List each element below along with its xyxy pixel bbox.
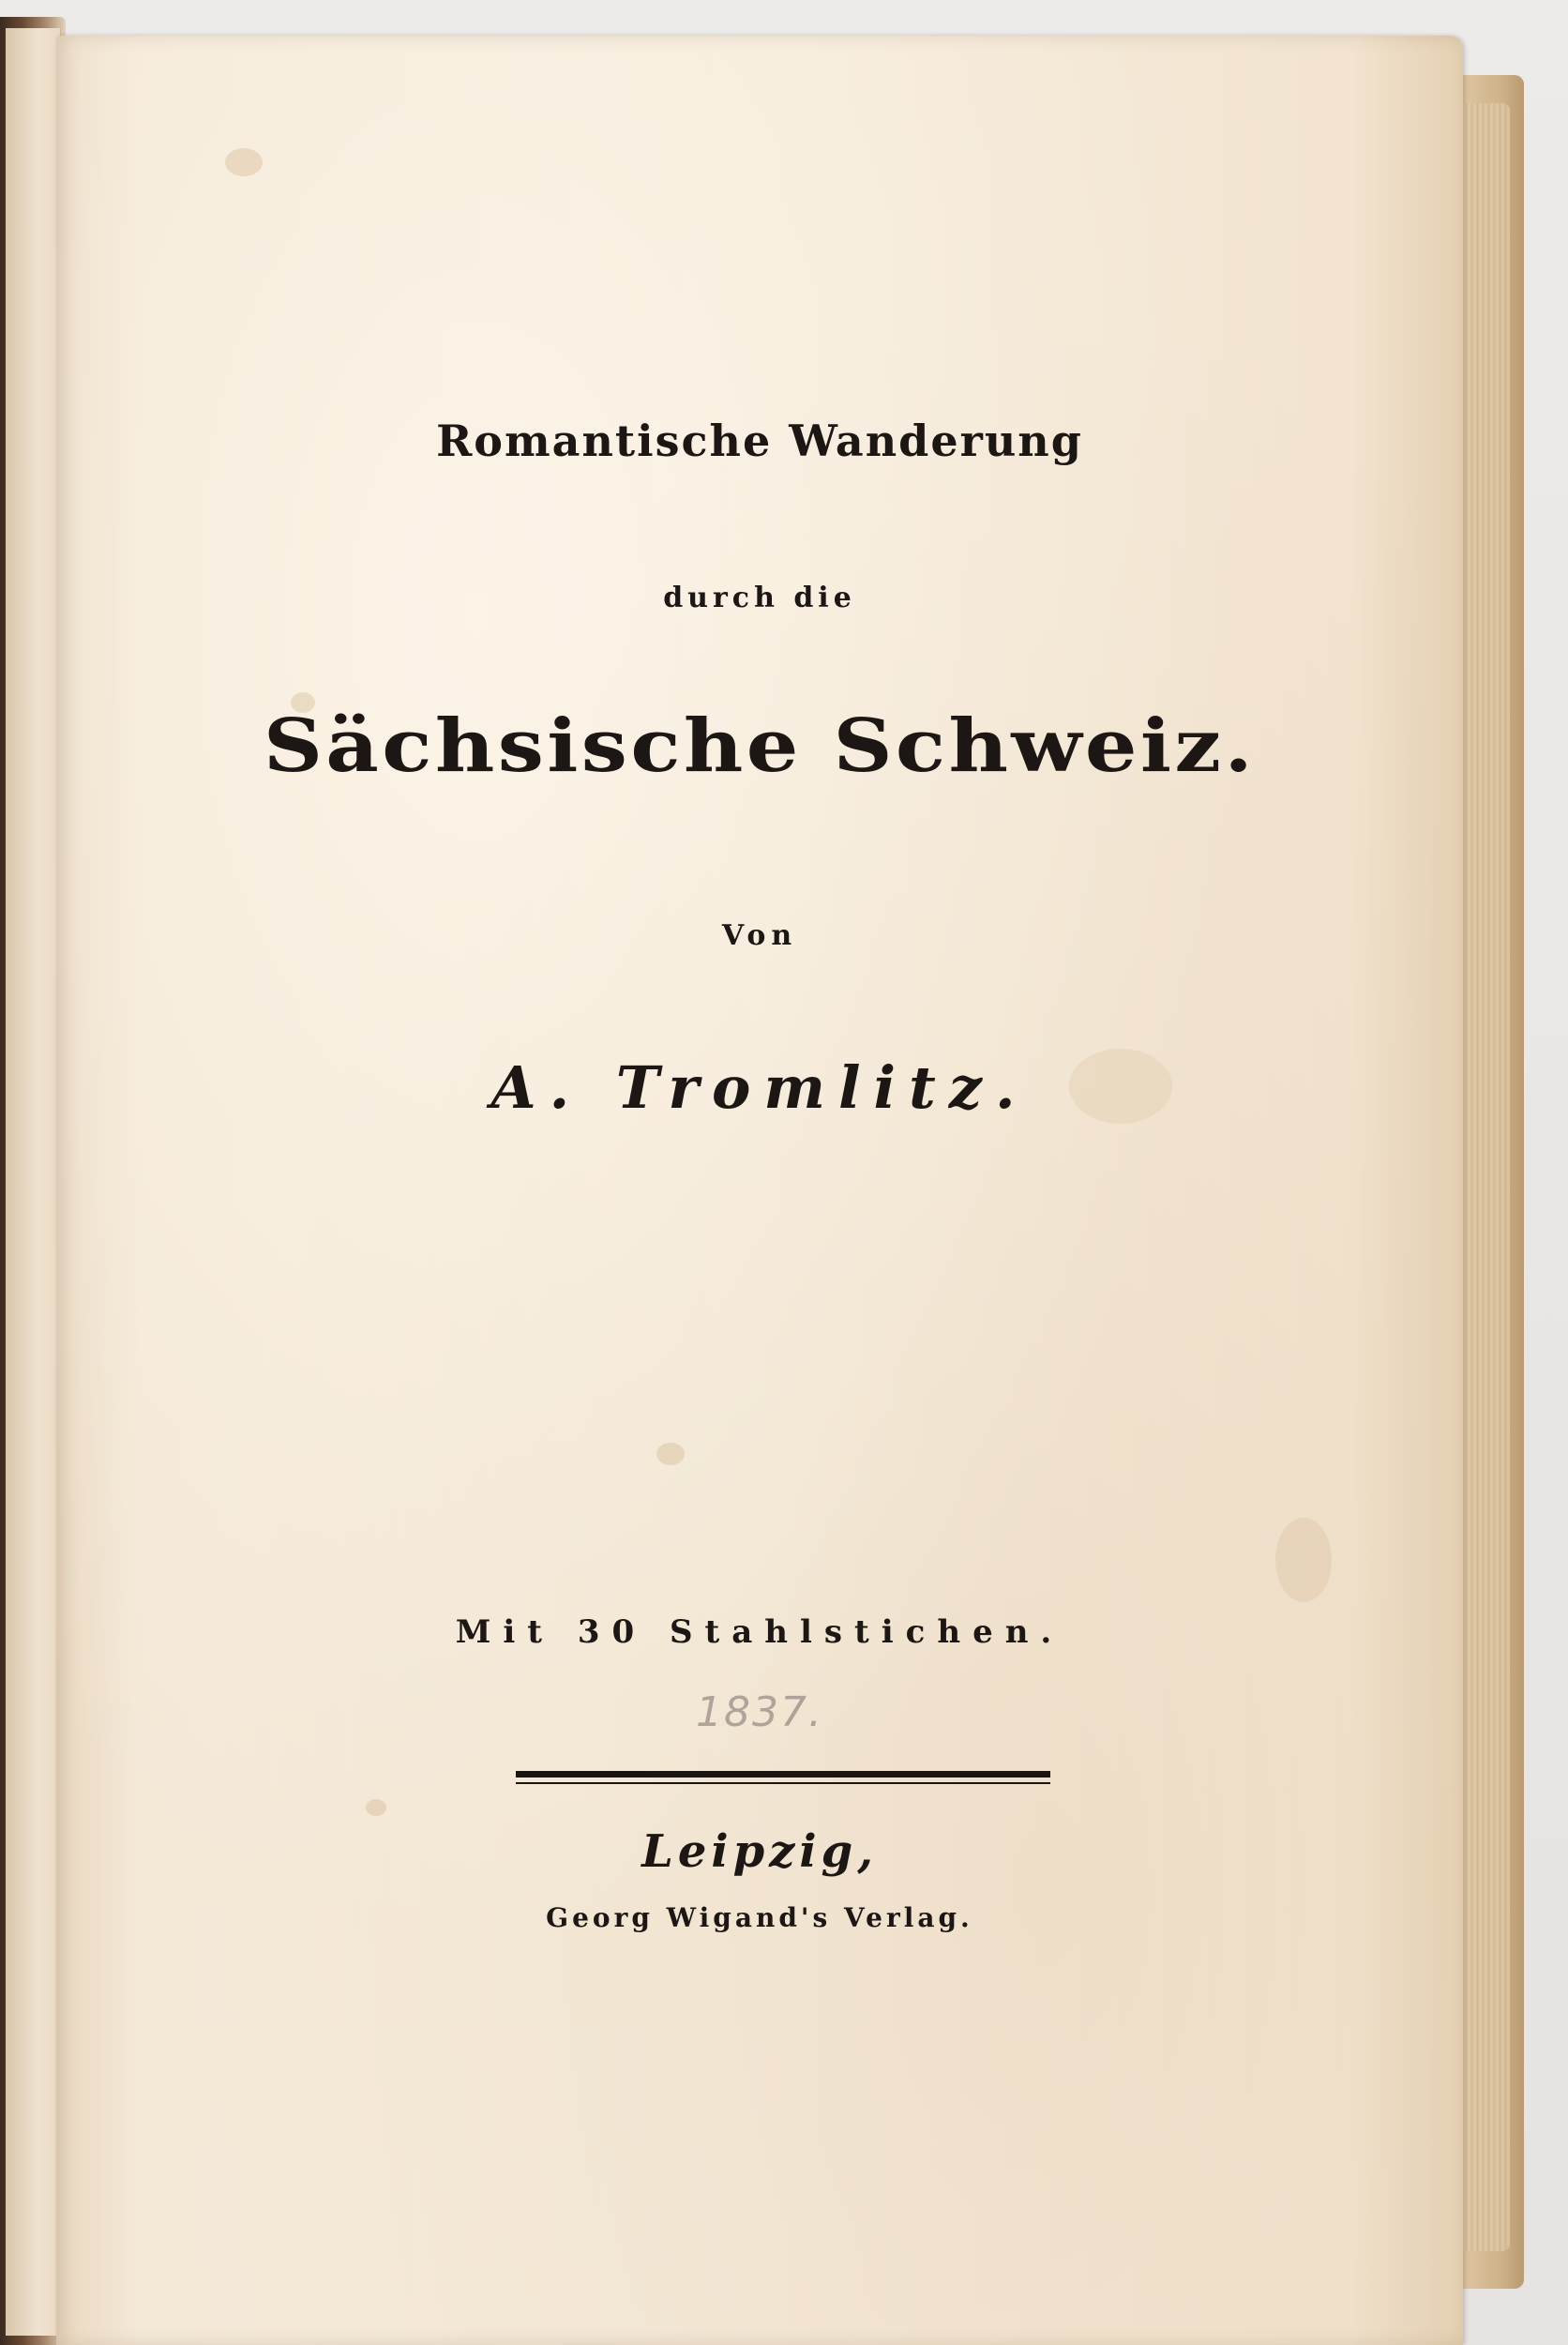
main-title: Sächsische Schweiz. [263, 704, 1257, 789]
foxing-spot [366, 1799, 386, 1816]
facing-leaf-edge [6, 28, 61, 2336]
illustrations-note: Mit 30 Stahlstichen. [455, 1613, 1064, 1651]
divider-rule-thin [516, 1782, 1050, 1784]
divider-rule-thick [516, 1771, 1050, 1778]
by-line: Von [721, 919, 798, 952]
title-line-2: durch die [663, 582, 856, 614]
foxing-spot [225, 148, 263, 176]
foxing-spot [656, 1443, 685, 1465]
foxing-spot [1275, 1518, 1332, 1602]
publisher-name: Georg Wigand's Verlag. [546, 1902, 973, 1933]
publication-place: Leipzig, [641, 1825, 878, 1878]
handwritten-year: 1837. [696, 1688, 823, 1736]
title-line-1: Romantische Wanderung [436, 416, 1083, 466]
title-page [56, 36, 1463, 2345]
author-name: A. Tromlitz. [490, 1053, 1029, 1122]
